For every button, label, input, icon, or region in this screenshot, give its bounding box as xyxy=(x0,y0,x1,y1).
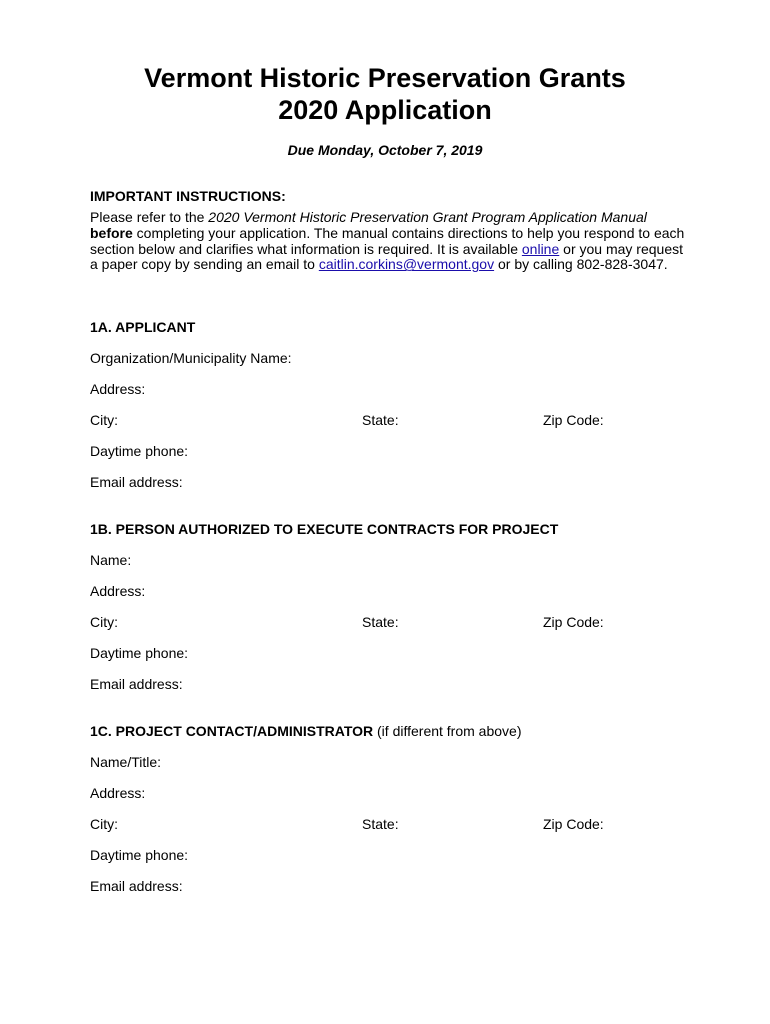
authorized-phone-label: Daytime phone: xyxy=(90,645,189,661)
section-1c-note: (if different from above) xyxy=(373,723,522,739)
contact-state-label: State: xyxy=(362,816,399,832)
section-1a-title: 1A. APPLICANT xyxy=(90,319,196,335)
contact-zip-label: Zip Code: xyxy=(543,816,604,832)
page-title xyxy=(90,62,680,126)
authorized-zip-label: Zip Code: xyxy=(543,614,604,630)
section-1b-title: 1B. PERSON AUTHORIZED TO EXECUTE CONTRACTS FOR PROJECT xyxy=(90,521,559,537)
authorized-address-label: Address: xyxy=(90,583,146,599)
instructions-heading: IMPORTANT INSTRUCTIONS: xyxy=(90,188,286,204)
instructions-text-1: Please refer to the xyxy=(90,209,209,225)
applicant-org-label: Organization/Municipality Name: xyxy=(90,350,292,366)
applicant-city-label: City: xyxy=(90,412,118,428)
authorized-name-label: Name: xyxy=(90,552,132,568)
title-line-2: 2020 Application xyxy=(278,95,492,125)
applicant-state-label: State: xyxy=(362,412,399,428)
section-1b-heading xyxy=(90,521,558,537)
authorized-state-label: State: xyxy=(362,614,399,630)
title-line-1: Vermont Historic Preservation Grants xyxy=(144,63,626,93)
instructions-text-4: or by calling 802-828-3047. xyxy=(494,256,668,273)
due-date: Due Monday, October 7, 2019 xyxy=(287,142,483,158)
section-1c-title: 1C. PROJECT CONTACT/ADMINISTRATOR xyxy=(90,723,374,739)
contact-address-label: Address: xyxy=(90,785,146,801)
applicant-zip-label: Zip Code: xyxy=(543,412,604,428)
applicant-address-label: Address: xyxy=(90,381,146,397)
before-emphasis: before xyxy=(90,224,133,241)
instructions-text-3: or you may request a paper copy by sending an email to xyxy=(90,240,683,273)
contact-phone-label: Daytime phone: xyxy=(90,847,189,863)
instructions-text-2: completing your application. The manual contains directions to help you respond to each section below and clarifies what information is required. It is available xyxy=(90,224,685,257)
email-link[interactable]: caitlin.corkins@vermont.gov xyxy=(318,256,495,273)
section-1a-heading xyxy=(90,319,195,335)
applicant-email-label: Email address: xyxy=(90,474,183,490)
online-link[interactable]: online xyxy=(521,240,560,257)
manual-title: 2020 Vermont Historic Preservation Grant Program Application Manual xyxy=(208,209,647,225)
applicant-phone-label: Daytime phone: xyxy=(90,443,189,459)
contact-email-label: Email address: xyxy=(90,878,183,894)
contact-city-label: City: xyxy=(90,816,118,832)
contact-name-label: Name/Title: xyxy=(90,754,162,770)
authorized-email-label: Email address: xyxy=(90,676,183,692)
section-1c-heading xyxy=(90,723,522,739)
instructions-text xyxy=(90,210,690,273)
authorized-city-label: City: xyxy=(90,614,118,630)
